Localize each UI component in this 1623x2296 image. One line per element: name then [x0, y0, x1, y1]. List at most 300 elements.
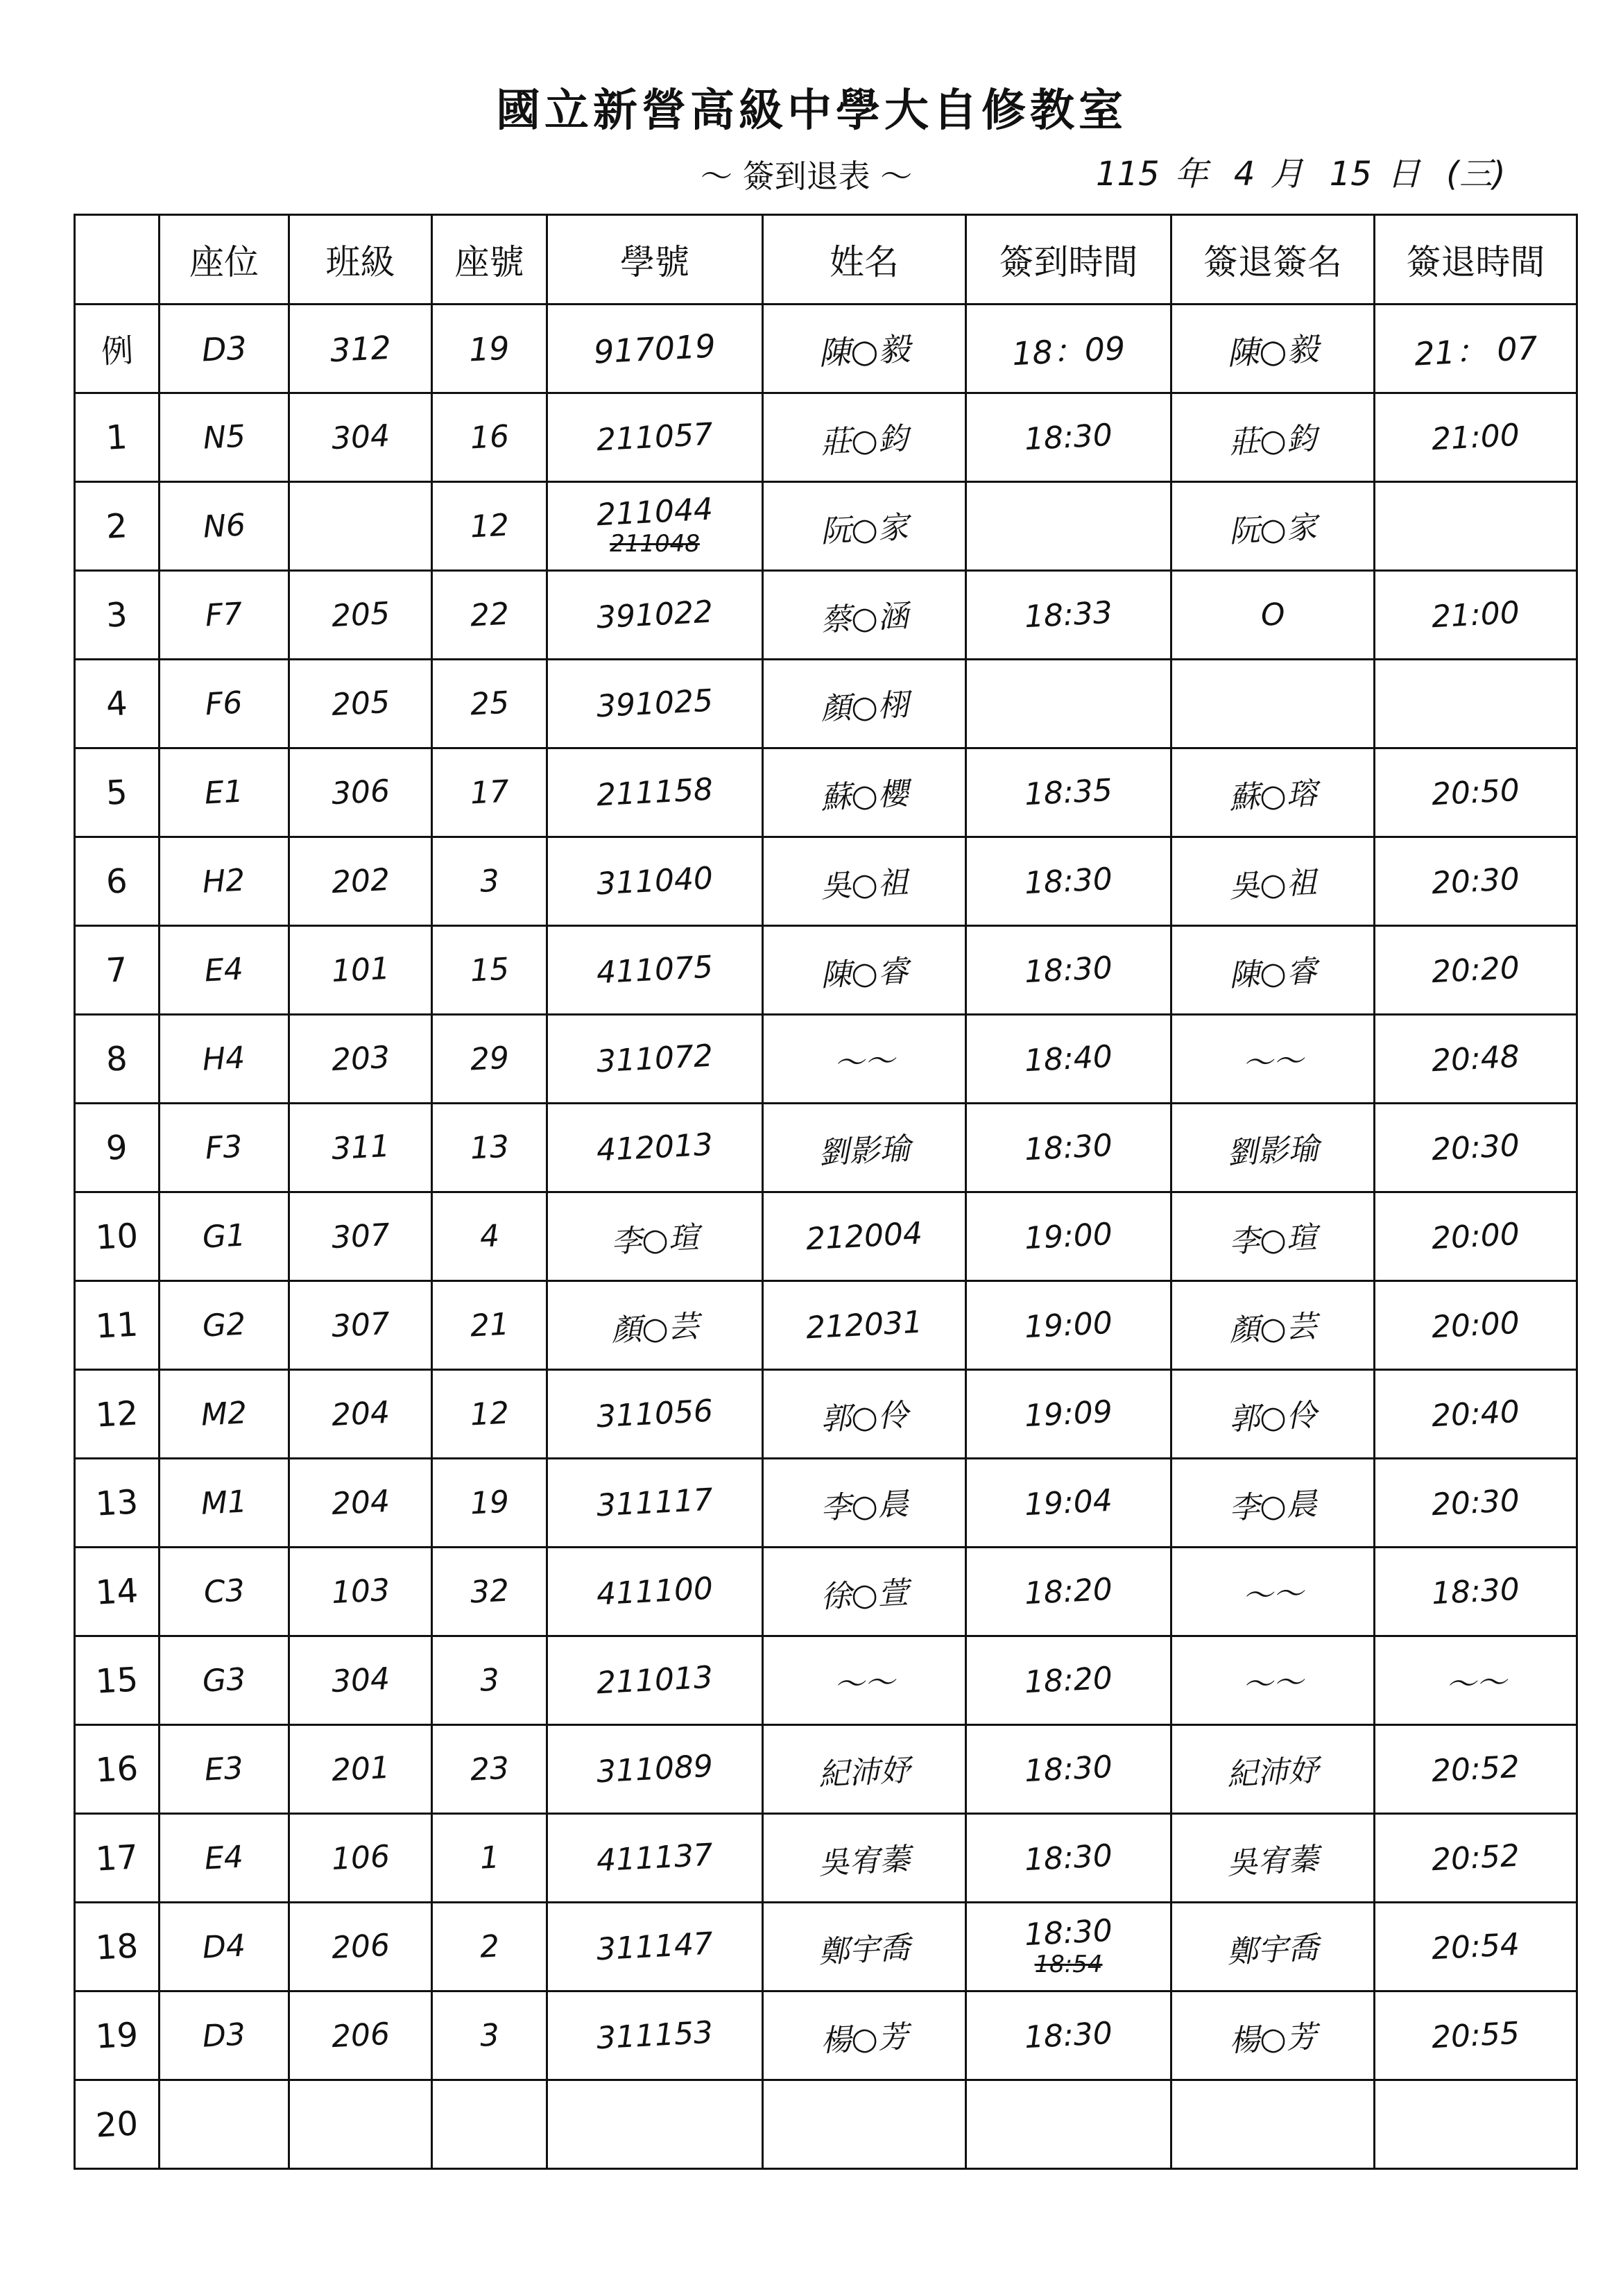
cell-value: 18:30 [1023, 950, 1114, 991]
cell-value: 16 [469, 418, 510, 456]
cell-seat-number [432, 393, 547, 482]
cell-check-in-time [966, 1192, 1171, 1281]
cell-value: 吳○祖 [1228, 864, 1318, 905]
cell-name [763, 1903, 966, 1991]
cell-student-id [547, 1991, 763, 2080]
cell-check-in-time [966, 1548, 1171, 1636]
cell-value: F3 [205, 1129, 243, 1167]
cell-value: 阮○家 [819, 509, 909, 549]
cell-row-number [75, 1459, 160, 1548]
cell-student-id [547, 482, 763, 571]
cell-row-number [75, 1281, 160, 1370]
cell-value: E4 [203, 951, 245, 989]
cell-value: 18:30 [1023, 1127, 1114, 1168]
cell-student-id [547, 1281, 763, 1370]
cell-value: 20:52 [1430, 1837, 1521, 1878]
cell-value: 18:30 [1023, 417, 1114, 458]
cell-class [289, 1015, 432, 1104]
cell-value: 郭○伶 [1228, 1397, 1318, 1437]
cell-value: 2 [105, 506, 129, 547]
cell-value: 20:40 [1430, 1394, 1521, 1434]
cell-student-id [547, 837, 763, 926]
cell-value: D3 [200, 328, 248, 369]
cell-seat [160, 1991, 289, 2080]
cell-value: 吳宥蓁 [1226, 1841, 1320, 1881]
cell-student-id [547, 926, 763, 1015]
cell-value: 20:00 [1430, 1216, 1521, 1257]
cell-name [763, 1459, 966, 1548]
cell-value: 莊○鈞 [1228, 420, 1318, 461]
cell-row-number [75, 1548, 160, 1636]
cell-seat-number [432, 571, 547, 660]
date-year-unit: 年 [1174, 155, 1208, 194]
cell-check-out-time [1375, 748, 1577, 837]
table-row [75, 1814, 1577, 1903]
cell-value: 9 [105, 1127, 129, 1168]
cell-value: D4 [201, 1928, 247, 1966]
cell-check-out-signature [1171, 1814, 1375, 1903]
table-row [75, 1192, 1577, 1281]
cell-value: 3 [479, 1662, 500, 1699]
cell-seat-number [432, 1104, 547, 1192]
cell-value: N5 [202, 418, 246, 456]
cell-check-out-signature [1171, 926, 1375, 1015]
cell-value: 311040 [595, 860, 714, 902]
cell-check-out-signature [1171, 1903, 1375, 1991]
cell-value: 8 [105, 1038, 129, 1079]
cell-student-id [547, 393, 763, 482]
cell-row-number [75, 1370, 160, 1459]
cell-seat [160, 1725, 289, 1814]
cell-value: E1 [203, 773, 245, 812]
table-row [75, 926, 1577, 1015]
cell-value: 206 [330, 1927, 390, 1967]
cell-value: O [1260, 597, 1286, 633]
cell-value: 陳○毅 [817, 329, 911, 372]
cell-value: 4 [105, 683, 129, 724]
cell-check-out-time [1375, 1104, 1577, 1192]
cell-check-out-signature [1171, 1459, 1375, 1548]
cell-check-in-time [966, 837, 1171, 926]
cell-value: 吳宥蓁 [817, 1841, 911, 1881]
cell-value: 311056 [595, 1393, 714, 1435]
cell-row-number [75, 1991, 160, 2080]
form-date [1096, 147, 1521, 195]
cell-class [289, 1903, 432, 1991]
cell-seat [160, 1903, 289, 1991]
cell-class [289, 1548, 432, 1636]
example-row [75, 305, 1577, 393]
cell-check-out-time [1375, 926, 1577, 1015]
cell-value: ～～ [1444, 1664, 1508, 1703]
cell-value: 312 [329, 328, 392, 369]
cell-check-in-time [966, 571, 1171, 660]
cell-seat [160, 1104, 289, 1192]
cell-value: 21 [469, 1306, 510, 1344]
cell-check-out-signature [1171, 748, 1375, 837]
cell-student-id [547, 2080, 763, 2169]
cell-value: 391025 [595, 683, 714, 725]
cell-value: 29 [469, 1040, 510, 1078]
cell-value: 103 [330, 1572, 390, 1611]
cell-value: 李○晨 [819, 1486, 909, 1526]
cell-value: 3 [479, 863, 500, 900]
cell-value: 306 [330, 773, 390, 812]
table-row [75, 2080, 1577, 2169]
cell-seat-number [432, 1192, 547, 1281]
cell-name [763, 1370, 966, 1459]
page-title: 國立新營高級中學大自修教室 [496, 85, 1127, 137]
cell-student-id [547, 305, 763, 393]
cell-value: 18:33 [1023, 594, 1114, 635]
cell-name [763, 571, 966, 660]
cell-check-out-signature [1171, 571, 1375, 660]
cell-value: 18:20 [1023, 1660, 1114, 1701]
cell-row-number [75, 1725, 160, 1814]
cell-seat [160, 482, 289, 571]
cell-value: 20:50 [1430, 772, 1521, 813]
cell-value: 12 [469, 1395, 510, 1433]
cell-value: 106 [330, 1838, 390, 1878]
cell-value: 莊○鈞 [819, 420, 909, 461]
cell-value: 3 [479, 2017, 500, 2054]
cell-value: 顏○芸 [610, 1308, 700, 1348]
table-row [75, 837, 1577, 926]
cell-seat [160, 305, 289, 393]
cell-value: 紀沛妤 [1226, 1752, 1320, 1792]
cell-seat [160, 748, 289, 837]
table-row [75, 1725, 1577, 1814]
cell-value: 紀沛妤 [817, 1752, 911, 1792]
column-header-check-in-time: 簽到時間 [966, 215, 1171, 305]
cell-check-out-time [1375, 1636, 1577, 1725]
cell-value: 203 [330, 1039, 390, 1079]
cell-name [763, 926, 966, 1015]
cell-seat [160, 926, 289, 1015]
table-row [75, 1281, 1577, 1370]
cell-seat-number [432, 1814, 547, 1903]
cell-name [763, 1192, 966, 1281]
cell-check-out-time [1375, 571, 1577, 660]
cell-value: 411100 [595, 1570, 714, 1613]
form-subtitle: ～ 簽到退表 ～ [701, 157, 913, 195]
table-row [75, 482, 1577, 571]
cell-seat [160, 1459, 289, 1548]
cell-value: 21:00 [1430, 594, 1521, 635]
cell-check-out-time [1375, 1725, 1577, 1814]
cell-value: 郭○伶 [819, 1397, 909, 1437]
cell-seat-number [432, 1903, 547, 1991]
cell-value: 7 [105, 950, 129, 991]
cell-check-out-time [1375, 1459, 1577, 1548]
cell-value: 吳○祖 [819, 864, 909, 905]
cell-value: 陳○毅 [1226, 329, 1320, 372]
cell-check-in-time [966, 1991, 1171, 2080]
cell-value: 20:54 [1430, 1926, 1521, 1967]
cell-value: 陳○睿 [819, 953, 909, 993]
cell-name [763, 748, 966, 837]
date-day-unit: 日 [1386, 155, 1420, 194]
cell-check-out-signature [1171, 1548, 1375, 1636]
cell-value: 204 [330, 1394, 390, 1434]
cell-check-in-time [966, 1015, 1171, 1104]
cell-value: 205 [330, 595, 390, 635]
cell-value: M1 [200, 1484, 248, 1522]
cell-value: 211158 [595, 771, 714, 814]
cell-value: 20 [94, 2103, 139, 2145]
cell-value: 顏○芸 [1228, 1308, 1318, 1348]
cell-value: 12 [94, 1393, 139, 1435]
cell-name [763, 660, 966, 748]
cell-check-out-time [1375, 1991, 1577, 2080]
table-row [75, 393, 1577, 482]
cell-check-out-signature [1171, 482, 1375, 571]
column-header-check-out-time: 簽退時間 [1375, 215, 1577, 305]
cell-class [289, 1192, 432, 1281]
cell-value: 23 [469, 1750, 510, 1788]
cell-seat [160, 1015, 289, 1104]
cell-seat [160, 1370, 289, 1459]
cell-value: 101 [330, 950, 390, 990]
cell-check-in-time [966, 1281, 1171, 1370]
cell-value: H2 [202, 862, 246, 900]
cell-value: 20:20 [1430, 950, 1521, 991]
cell-check-out-signature [1171, 305, 1375, 393]
cell-seat [160, 837, 289, 926]
cell-seat [160, 1281, 289, 1370]
cell-value: 鄭宇喬 [817, 1930, 911, 1970]
cell-class [289, 748, 432, 837]
cell-value: 18:30 [1023, 1837, 1114, 1878]
cell-student-id [547, 1903, 763, 1991]
cell-value: 917019 [592, 326, 717, 371]
cell-student-id [547, 1192, 763, 1281]
cell-value: 32 [469, 1573, 510, 1611]
cell-value: 19 [94, 2014, 139, 2057]
table-row [75, 1903, 1577, 1991]
cell-value: 311072 [595, 1038, 714, 1080]
cell-check-out-signature [1171, 1370, 1375, 1459]
table-row [75, 571, 1577, 660]
cell-seat-number [432, 748, 547, 837]
cell-value: 楊○芳 [819, 2019, 909, 2059]
cell-name [763, 2080, 966, 2169]
cell-value: 19:00 [1023, 1216, 1114, 1257]
cell-class [289, 1281, 432, 1370]
cell-value: 18:40 [1023, 1038, 1114, 1079]
cell-value: M2 [200, 1395, 248, 1433]
cell-check-in-time [966, 1636, 1171, 1725]
cell-value: 17 [94, 1837, 139, 1879]
cell-value: F6 [205, 685, 243, 723]
cell-value: ～～ [1241, 1043, 1305, 1081]
cell-seat [160, 1636, 289, 1725]
cell-check-out-time [1375, 1370, 1577, 1459]
cell-row-number [75, 1814, 160, 1903]
cell-value: 411137 [595, 1837, 714, 1879]
cell-check-out-time [1375, 1548, 1577, 1636]
cell-value: 14 [94, 1570, 139, 1613]
cell-student-id [547, 1459, 763, 1548]
cell-seat-number [432, 660, 547, 748]
cell-check-out-signature [1171, 393, 1375, 482]
cell-row-number [75, 571, 160, 660]
cell-value: 18:30 [1023, 2015, 1114, 2056]
cell-value: E4 [203, 1839, 245, 1877]
cell-student-id [547, 660, 763, 748]
cell-check-out-signature [1171, 1991, 1375, 2080]
cell-name [763, 1814, 966, 1903]
cell-value: 201 [330, 1749, 390, 1789]
cell-seat [160, 660, 289, 748]
cell-value: 19:04 [1023, 1482, 1114, 1523]
cell-seat-number [432, 1015, 547, 1104]
cell-class [289, 1814, 432, 1903]
cell-value: 202 [330, 862, 390, 901]
table-row [75, 1104, 1577, 1192]
cell-value: 19:00 [1023, 1305, 1114, 1346]
cell-value: 1 [479, 1840, 500, 1876]
cell-check-out-time [1375, 1192, 1577, 1281]
cell-class [289, 1991, 432, 2080]
cell-student-id [547, 1636, 763, 1725]
cell-row-number [75, 393, 160, 482]
cell-name [763, 1991, 966, 2080]
cell-value: 13 [469, 1129, 510, 1167]
header-row [75, 215, 1577, 305]
cell-name [763, 393, 966, 482]
cell-value: 10 [94, 1215, 139, 1258]
cell-check-out-signature [1171, 1104, 1375, 1192]
cell-check-in-time [966, 2080, 1171, 2169]
cell-value: 18：09 [1011, 329, 1126, 372]
cell-seat-number [432, 1725, 547, 1814]
cell-class [289, 482, 432, 571]
cell-student-id [547, 1725, 763, 1814]
cell-value: 311117 [595, 1482, 714, 1524]
cell-row-number [75, 660, 160, 748]
cell-name [763, 837, 966, 926]
cell-value: 20:52 [1430, 1749, 1521, 1790]
cell-student-id [547, 1015, 763, 1104]
cell-value: 李○晨 [1228, 1486, 1318, 1526]
cell-value: 3 [105, 594, 129, 635]
cell-value: 16 [94, 1748, 139, 1790]
table-row [75, 1459, 1577, 1548]
cell-value: 307 [330, 1217, 390, 1256]
date-year: 115 [1096, 155, 1160, 194]
cell-value: 211013 [595, 1659, 714, 1702]
table-row [75, 1548, 1577, 1636]
cell-check-in-time [966, 305, 1171, 393]
cell-check-out-signature [1171, 1015, 1375, 1104]
cell-check-in-time [966, 1903, 1171, 1991]
cell-seat-number [432, 1636, 547, 1725]
cell-check-out-signature [1171, 837, 1375, 926]
cell-name [763, 1281, 966, 1370]
cell-value: F7 [205, 596, 243, 634]
cell-value: 311 [330, 1128, 390, 1167]
column-header-seat-number: 座號 [432, 215, 547, 305]
cell-check-in-time [966, 1814, 1171, 1903]
cell-class [289, 1370, 432, 1459]
cell-row-number [75, 2080, 160, 2169]
cell-value: 391022 [595, 594, 714, 636]
cell-check-out-time [1375, 1903, 1577, 1991]
cell-check-in-time [966, 482, 1171, 571]
cell-class [289, 393, 432, 482]
cell-value: 204 [330, 1483, 390, 1523]
cell-value: 18:20 [1023, 1571, 1114, 1612]
cell-value: 蘇○櫻 [819, 776, 909, 816]
cell-value: 19:09 [1023, 1394, 1114, 1434]
cell-check-out-signature [1171, 1281, 1375, 1370]
cell-row-number [75, 1903, 160, 1991]
cell-value: 20:55 [1430, 2015, 1521, 2056]
cell-value: 李○瑄 [610, 1219, 700, 1260]
cell-student-id [547, 1370, 763, 1459]
cell-row-number [75, 748, 160, 837]
cell-name [763, 305, 966, 393]
cell-value: 205 [330, 684, 390, 723]
cell-seat [160, 1814, 289, 1903]
cell-value: 25 [469, 685, 510, 723]
column-header-row-number [75, 215, 160, 305]
cell-name [763, 1725, 966, 1814]
cell-check-out-signature [1171, 1636, 1375, 1725]
cell-value: D3 [201, 2016, 247, 2055]
cell-value: 蘇○瑢 [1228, 776, 1318, 816]
cell-value: 311147 [595, 1926, 714, 1968]
cell-check-out-signature [1171, 1725, 1375, 1814]
cell-value: 311089 [595, 1748, 714, 1790]
cell-row-number [75, 1104, 160, 1192]
cell-check-out-time [1375, 1281, 1577, 1370]
cell-value: 18:35 [1023, 772, 1114, 813]
cell-seat-number [432, 926, 547, 1015]
cell-value: 鄭宇喬 [1226, 1930, 1320, 1970]
cell-class [289, 2080, 432, 2169]
cell-value: 18:30 [1430, 1571, 1521, 1612]
cell-value: ～～ [1241, 1575, 1305, 1614]
cell-value: 19 [469, 1484, 510, 1522]
cell-value: 20:00 [1430, 1305, 1521, 1346]
cell-seat [160, 2080, 289, 2169]
struck-student-id: 211048 [610, 530, 700, 558]
cell-value: 18:30 [1023, 1912, 1114, 1953]
cell-value: 22 [469, 596, 510, 634]
cell-check-out-time [1375, 482, 1577, 571]
table-row [75, 748, 1577, 837]
cell-value: G2 [201, 1306, 247, 1344]
cell-class [289, 571, 432, 660]
cell-check-out-time [1375, 305, 1577, 393]
cell-value: 20:30 [1430, 1127, 1521, 1168]
cell-value: 楊○芳 [1228, 2019, 1318, 2059]
cell-value: 307 [330, 1305, 390, 1345]
cell-seat [160, 571, 289, 660]
cell-check-in-time [966, 660, 1171, 748]
cell-check-out-time [1375, 393, 1577, 482]
cell-seat [160, 1192, 289, 1281]
cell-check-out-time [1375, 1015, 1577, 1104]
cell-value: N6 [202, 507, 246, 545]
cell-seat [160, 1548, 289, 1636]
table-row [75, 660, 1577, 748]
date-weekday: (三) [1446, 155, 1506, 194]
cell-check-in-time [966, 748, 1171, 837]
cell-value: 211057 [595, 416, 714, 459]
